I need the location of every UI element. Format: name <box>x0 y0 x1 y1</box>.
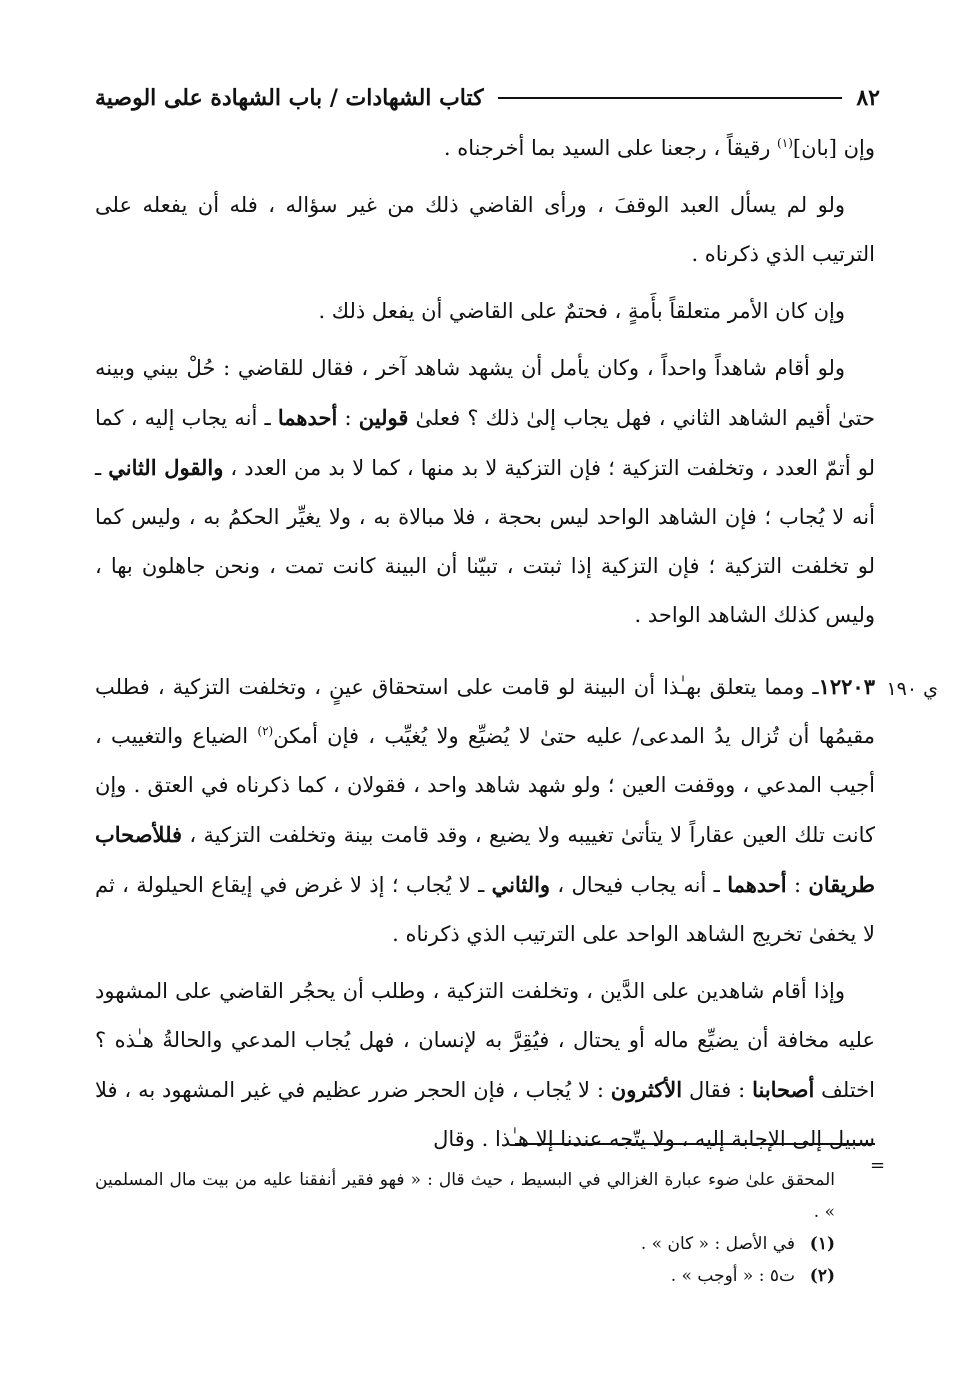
header-rule <box>498 97 843 99</box>
bold-term: أصحابنا <box>752 1077 815 1102</box>
footnotes <box>95 1164 835 1292</box>
footnote-continuation: المحقق علىٰ ضوء عبارة الغزالي في البسيط ، حيث قال : « فهو فقير أنفقنا عليه من بيت مال المسلمين » . <box>95 1170 835 1222</box>
footnote-rule <box>515 1143 875 1145</box>
paragraph-5 <box>95 662 875 959</box>
footnote-continuation-mark: = <box>870 1155 886 1176</box>
paragraph-4 <box>95 344 875 640</box>
footnote-1 <box>95 1228 835 1260</box>
footnote-number: (١) <box>809 1234 835 1254</box>
footnote-2 <box>95 1260 835 1292</box>
text-run: : <box>786 873 809 897</box>
text-run: رقيقاً ، رجعنا على السيد بما أخرجناه . <box>443 136 778 160</box>
text-run: وإن [بان] <box>792 136 875 160</box>
main-text <box>95 124 875 1172</box>
bold-term: قولين <box>358 405 409 430</box>
text-run: الضياع والتغييب ، أجيب المدعي ، ووقفت العين ؛ ولو شهد شاهد واحد ، فقولان ، كما ذكرناه في العتق . وإن كانت تلك العين عقاراً لا يتأتىٰ تغييبه ولا يضيع ، وقد قامت بينة وتخلفت التزكية ، <box>95 724 875 847</box>
bold-term: الأكثرون <box>610 1077 683 1102</box>
paragraph-1 <box>95 124 875 173</box>
page-number: ٨٢ <box>856 85 880 111</box>
paragraph-number: ١٢٢٠٣ <box>818 674 875 699</box>
text-run: : <box>337 406 359 430</box>
bold-term: والثاني <box>491 872 551 897</box>
text-run: ولو أقام شاهداً واحداً ، وكان يأمل أن يشهد شاهد آخر ، فقال للقاضي : حُلْ بيني وبينه حتىٰ أقيم الشاهد الثاني ، فهل يجاب إلىٰ ذلك ؟ فعلىٰ <box>95 356 875 430</box>
text-run: ـ أنه لا يُجاب ؛ فإن الشاهد الواحد ليس بحجة ، فلا مبالاة به ، ولا يغيِّر الحكمُ به ، وليس كما لو تخلفت التزكية ؛ فإن التزكية إذا ثبتت ، تبيّنا أن البينة كانت تمت ، ونحن جاهلون بها ، وليس كذلك الشاهد الواحد . <box>95 456 875 627</box>
footnote-ref-2: (٢) <box>257 724 274 738</box>
paragraph-6 <box>95 967 875 1164</box>
bold-term: أحدهما <box>727 872 787 897</box>
footnote-ref-1: (١) <box>777 136 793 150</box>
text-run: : لا يُجاب ، فإن الحجر ضرر عظيم في غير المشهود به ، فلا سبيل إلى الإجابة إليه ، ولا يتّجه عندنا إلا هـٰذا . وقال <box>95 1078 875 1151</box>
bold-term: فللأصحاب طريقان <box>95 822 876 897</box>
text-run: ـ ومما يتعلق بهـٰذا أن البينة لو قامت على استحقاق عينٍ ، وتخلفت التزكية ، فطلب مقيمُها أن تُزال يدُ المدعى/ عليه حتىٰ لا يُضيِّع ولا يُغيِّب ، فإن أمكن <box>95 675 875 748</box>
footnote-number: (٢) <box>809 1266 835 1286</box>
text-run: وإذا أقام شاهدين على الدَّين ، وتخلفت التزكية ، وطلب أن يحجُر القاضي على المشهود عليه مخافة أن يضيِّع ماله أو يحتال ، فيُقِرَّ به لإنسان ، فهل يُجاب المدعي والحالةُ هـٰذه ؟ اختلف <box>95 979 875 1102</box>
text-run: ـ لا يُجاب ؛ إذ لا غرض في إيقاع الحيلولة ، ثم لا يخفىٰ تخريج الشاهد الواحد على الترتيب الذي ذكرناه . <box>95 873 875 946</box>
running-title: كتاب الشهادات / باب الشهادة على الوصية <box>95 85 484 111</box>
bold-term: أحدهما <box>277 405 338 430</box>
text-run: ـ أنه يجاب فيحال ، <box>550 873 728 897</box>
text-run: : فقال <box>682 1078 753 1102</box>
paragraph-2: ولو لم يسأل العبد الوقفَ ، ورأى القاضي ذلك من غير سؤاله ، فله أن يفعله على الترتيب الذي ذكرناه . <box>95 193 875 266</box>
page-header <box>95 78 880 118</box>
footnote-text: في الأصل : « كان » . <box>640 1234 795 1254</box>
text-run: ـ أنه يجاب إليه ، كما لو أتمّ العدد ، وتخلفت التزكية ؛ فإن التزكية لا بد منها ، كما لا بد من العدد ، <box>95 406 876 480</box>
bold-term: والقول الثاني <box>108 455 224 480</box>
paragraph-3: وإن كان الأمر متعلقاً بأَمةٍ ، فحتمٌ على القاضي أن يفعل ذلك . <box>318 299 845 323</box>
footnote-text: ت٥ : « أوجب » . <box>670 1266 795 1286</box>
margin-reference: ي ١٩٠ <box>886 678 938 700</box>
